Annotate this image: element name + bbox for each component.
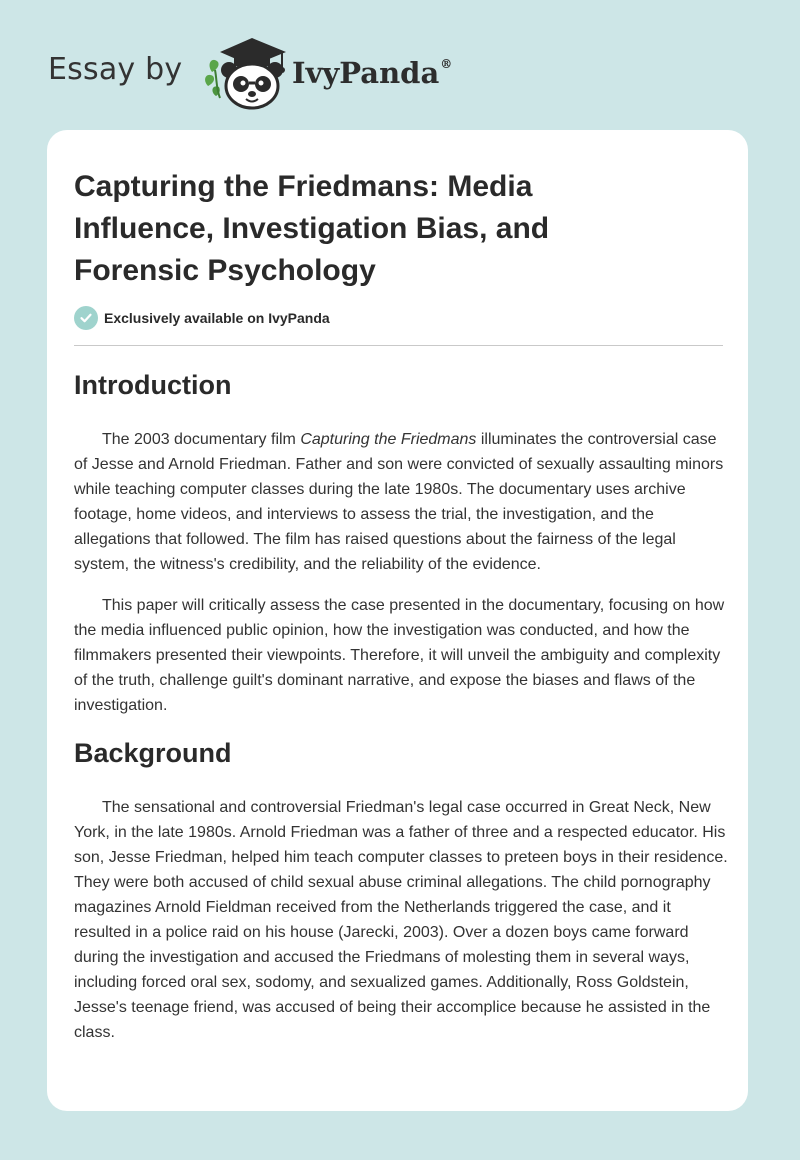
exclusive-badge-text: Exclusively available on IvyPanda [104, 310, 330, 326]
section-heading-background: Background [74, 738, 232, 768]
check-circle-icon [74, 306, 98, 330]
site-header [48, 34, 468, 110]
intro-paragraph-1: The 2003 documentary film Capturing the Friedmans illuminates the controversial case of Jesse and Arnold Friedman. Father and son were convicted of sexually assaulting minors while teaching computer classes during the late 1980s. The documentary uses archive footage, home videos, and interviews to assess the trial, the investigation, and the allegations that followed. The film has raised questions about the fairness of the legal system, the witness's credibility, and the reliability of the evidence. [74, 431, 724, 573]
title-divider [74, 345, 723, 346]
essay-title: Capturing the Friedmans: Media Influence, Investigation Bias, and Forensic Psychology [74, 170, 550, 287]
intro-paragraph-2: This paper will critically assess the case presented in the documentary, focusing on how the media influenced public opinion, how the investigation was conducted, and how the filmmakers presented their viewpoints. Therefore, it will unveil the ambiguity and complexity of the truth, challenge guilt's dominant narrative, and expose the biases and flaws of the investigation. [74, 597, 725, 714]
brand-logo-text[interactable]: IvyPanda® [292, 56, 453, 90]
background-paragraph-1: The sensational and controversial Friedman's legal case occurred in Great Neck, New York, in the late 1980s. Arnold Friedman was a father of three and a respected educator. His son, Jesse Friedman, helped him teach computer classes to preteen boys in their residence. They were both accused of child sexual abuse criminal allegations. The child pornography magazines Arnold Fieldman received from the Netherlands triggered the case, and it resulted in a police raid on his house (Jarecki, 2003). Over a dozen boys came forward during the investigation and accused the Friedmans of molesting them in several ways, including forced oral sex, sodomy, and sexualized games. Additionally, Ross Goldstein, Jesse's teenage friend, was accused of being their accomplice because he assisted in the class. [74, 799, 728, 1041]
section-heading-introduction: Introduction [74, 370, 232, 400]
panda-graduate-logo-icon[interactable] [202, 34, 290, 110]
essay-card [47, 130, 748, 1111]
exclusive-badge [74, 306, 330, 330]
essay-by-label: Essay by [48, 52, 183, 87]
film-title-italic: Capturing the Friedmans [300, 431, 477, 448]
